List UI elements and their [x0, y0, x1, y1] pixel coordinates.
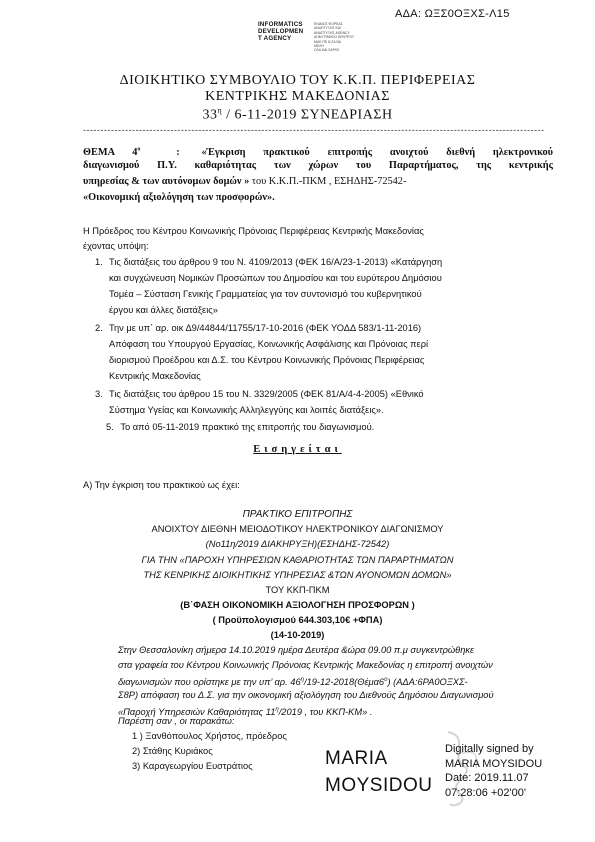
- minutes-line-4: ΤΗΣ ΚΕΝΡΙΚΗΣ ΔΙΟΙΚΗΤΙΚΗΣ ΥΠΗΡΕΣΙΑΣ &ΤΩΝ ΑΥΟΝΟΜΩΝ ΔΟΜΩΝ»: [143, 570, 452, 580]
- list-item-line: Τις διατάξεις του άρθρου 9 του Ν. 4109/2013 (ΦΕΚ 16/Α/23-1-2013) «Κατάργηση: [109, 257, 443, 267]
- para-text: /2019 , του ΚΚΠ-ΚΜ» .: [278, 707, 373, 718]
- ada-code: ΑΔΑ: ΩΞΣ0ΟΞΧΣ-Λ15: [395, 8, 510, 20]
- signer-name-line: MARIA: [325, 748, 388, 769]
- signer-name: [325, 745, 432, 799]
- signature-text-line: MARIA MOYSIDOU: [445, 757, 543, 770]
- minutes-line-3: ΓΙΑ ΤΗΝ «ΠΑΡΟΧΗ ΥΠΗΡΕΣΙΩΝ ΚΑΘΑΡΙΟΤΗΤΑΣ ΤΩΝ ΠΑΡΑΡΤΗΜΑΤΩΝ: [141, 555, 454, 565]
- list-item-text: [109, 386, 564, 418]
- minutes-line-8: (14-10-2019): [270, 630, 325, 640]
- approval-line: Α) Την έγκριση του πρακτικού ως έχει:: [83, 480, 240, 490]
- theme-text-3a: υπηρεσίας & των αυτόνομων δομών »: [83, 176, 250, 187]
- list-item-line: έργου και άλλες διατάξεις»: [109, 305, 218, 315]
- digital-signature-block: [445, 742, 542, 800]
- logo-greek-text: [314, 22, 354, 53]
- para-sup: ο: [384, 677, 388, 683]
- theme-colon: :: [176, 147, 180, 159]
- signature-text-line: 07:28:06 +02'00': [445, 786, 526, 799]
- list-item-line: Την με υπ΄ αρ. οικ Δ9/44844/11755/17-10-2016 (ΦΕΚ ΥΟΔΔ 583/1-11-2016): [109, 323, 422, 333]
- logo-gr-line: ΑΝΑΠΤΥΞΗΣ AGENCY: [314, 30, 350, 35]
- theme-text-1: «Έγκριση πρακτικού επιτροπής ανοιχτού διεθνή ηλεκτρονικού: [201, 147, 553, 159]
- signature-text-line: Date: 2019.11.07: [445, 772, 529, 784]
- list-item-line: Τομέα – Σύσταση Γενικής Γραμματείας για τον συντονισμό του κυβερνητικού: [109, 289, 422, 299]
- para-text: διαγωνισμών που ορίστηκε με την υπ’ αρ. 46: [118, 677, 301, 688]
- list-item-line: Το από 05-11-2019 πρακτικό της επιτροπής του διαγωνισμού.: [120, 422, 375, 432]
- theme-label-text: ΘΕΜΑ 4: [83, 147, 138, 159]
- diavgeia-logo: [258, 21, 398, 55]
- list-item-number: 2.: [95, 323, 103, 333]
- theme-text-3b: του Κ.Κ.Π.-ΠΚΜ , ΕΣΗΔΗΣ-72542-: [249, 176, 407, 187]
- minutes-paragraph-line: Στην Θεσσαλονίκη σήμερα 14.10.2019 ημέρα Δευτέρα &ώρα 09.00 π.μ συγκεντρώθηκε: [118, 645, 475, 655]
- list-item-number: 5.: [106, 422, 114, 432]
- list-item-line: Απόφαση του Υπουργού Εργασίας, Κοινωνικής Ασφάλισης και Πρόνοιας περί: [109, 339, 429, 349]
- logo-gr-line: ΜΕΛΗ: [314, 44, 324, 49]
- list-item-number: 1.: [95, 257, 103, 267]
- logo-gr-line: ΜΑΚ ΠΕ Ν ΣΑ ΒΑ: [314, 39, 341, 44]
- logo-gr-line: ΟΛΑ ΚΑΙ ΣΑΡΗΣ: [314, 48, 340, 53]
- member-item: 1 ) Ξανθόπουλος Χρήστος, πρόεδρος: [132, 731, 287, 741]
- logo-english-text: [258, 21, 303, 42]
- theme-label-sup: ο: [137, 147, 141, 153]
- para-text: ) (ΑΔΑ:6ΡΑ0ΟΞΧΣ-: [387, 677, 468, 688]
- list-item-text: [109, 320, 564, 384]
- header-line-1: ΔΙΟΙΚΗΤΙΚΟ ΣΥΜΒΟΥΛΙΟ ΤΟΥ Κ.Κ.Π. ΠΕΡΙΦΕΡΕΙΑΣ: [119, 73, 476, 88]
- minutes-paragraph-line: στα γραφεία του Κέντρου Κοινωνικής Πρόνοιας Κεντρικής Μακεδονίας η επιτροπή ανοιχτών: [118, 660, 493, 670]
- para-sup: η: [300, 677, 304, 683]
- minutes-line-1: ΑΝΟΙΧΤΟΥ ΔΙΕΘΝΗ ΜΕΙΟΔΟΤΙΚΟΥ ΗΛΕΚΤΡΟΝΙΚΟΥ ΔΙΑΓΩΝΙΣΜΟΥ: [151, 524, 444, 534]
- present-line: Παρέστη σαν , οι παρακάτω:: [118, 716, 235, 726]
- signer-name-line: MOYSIDOU: [325, 775, 433, 796]
- logo-gr-line: ΕΝΙΑΙΟΣ ΦΟΡΕΑΣ: [314, 22, 343, 26]
- logo-en-line: T AGENCY: [258, 35, 292, 42]
- list-item-number: 3.: [95, 389, 103, 399]
- member-item: 3) Καραγεωργίου Ευστράτιος: [132, 761, 253, 771]
- eisigeitai-heading: Εισηγείται: [253, 444, 342, 455]
- list-item-line: Τις διατάξεις του άρθρου 15 του Ν. 3329/2005 (ΦΕΚ 81/Α/4-4-2005) «Εθνικό: [109, 389, 424, 399]
- theme-line-2: διαγωνισμού Π.Υ. καθαριότητας των χώρων του Παραρτήματος, της κεντρικής: [83, 160, 553, 171]
- minutes-line-5: ΤΟΥ ΚΚΠ-ΠΚΜ: [265, 585, 330, 595]
- logo-en-line: INFORMATICS: [258, 21, 303, 28]
- logo-en-line: DEVELOPMEN: [258, 28, 304, 35]
- list-item-line: διορισμού Προέδρου και Δ.Σ. του Κέντρου Κοινωνικής Πρόνοιας Περιφέρειας: [109, 355, 425, 365]
- para-text: «Παροχή Υπηρεσιών Καθαριότητας 11: [118, 707, 276, 718]
- logo-gr-line: ΔΗΜ ΓΡΑΦΕΙΟ ΚΕΝΤΡΟΥ: [314, 35, 355, 40]
- list-item-line: Σύστημα Υγείας και Κοινωνικής Αλληλεγγύης και λοιπές διατάξεις».: [109, 405, 384, 415]
- para-text: /19-12-2018(Θέμα6: [303, 677, 385, 688]
- list-item-line: και συγχώνευση Νομικών Προσώπων του Δημοσίου και του ευρύτερου Δημόσιου: [109, 273, 442, 283]
- para-sup: η: [275, 707, 279, 713]
- minutes-line-7: ( Προϋπολογισμού 644.303,10€ +ΦΠΑ): [212, 615, 383, 625]
- list-item-text: [109, 254, 564, 318]
- minutes-paragraph-line: Σ8Ρ) απόφαση του Δ.Σ. για την οικονομική αξιολόγηση του Διεθνούς Δημόσιου Διαγωνισμού: [118, 690, 494, 700]
- minutes-line-6: (Β΄ΦΑΣΗ ΟΙΚΟΝΟΜΙΚΗ ΑΞΙΟΛΟΓΗΣΗ ΠΡΟΣΦΟΡΩΝ ): [180, 600, 415, 610]
- header-line-2: ΚΕΝΤΡΙΚΗΣ ΜΑΚΕΔΟΝΙΑΣ: [205, 89, 390, 104]
- member-item: 2) Στάθης Κυριάκος: [132, 746, 213, 756]
- minutes-title: ΠΡΑΚΤΙΚΟ ΕΠΙΤΡΟΠΗΣ: [242, 509, 353, 520]
- minutes-line-2: (Νο11η/2019 ΔΙΑΚΗΡΥΞΗ)(ΕΣΗΔΗΣ-72542): [205, 539, 390, 549]
- list-item-line: Κεντρικής Μακεδονίας: [109, 371, 201, 381]
- session-line: [0, 106, 595, 124]
- intro-line-1: Η Πρόεδρος του Κέντρου Κοινωνικής Πρόνοιας Περιφέρειας Κεντρικής Μακεδονίας: [83, 226, 424, 236]
- theme-line-3: [83, 174, 553, 190]
- session-number: 33: [202, 107, 218, 123]
- theme-line-4: «Οικονομική αξιολόγηση των προσφορών».: [83, 192, 275, 203]
- theme-label: [83, 147, 140, 158]
- separator-dashes: ------------------------------------------------------------------------------------------------------------------------------------: [83, 125, 545, 135]
- intro-line-2: έχοντας υπόψη:: [83, 241, 149, 251]
- signature-text-line: Digitally signed by: [445, 743, 534, 755]
- session-sup: η: [217, 106, 223, 115]
- logo-gr-line: ΑΝΑΠΤΥΞΗΣ ΚΑΙ: [314, 26, 341, 31]
- session-date: / 6-11-2019 ΣΥΝΕΔΡΙΑΣΗ: [222, 107, 393, 123]
- list-item: [106, 419, 374, 435]
